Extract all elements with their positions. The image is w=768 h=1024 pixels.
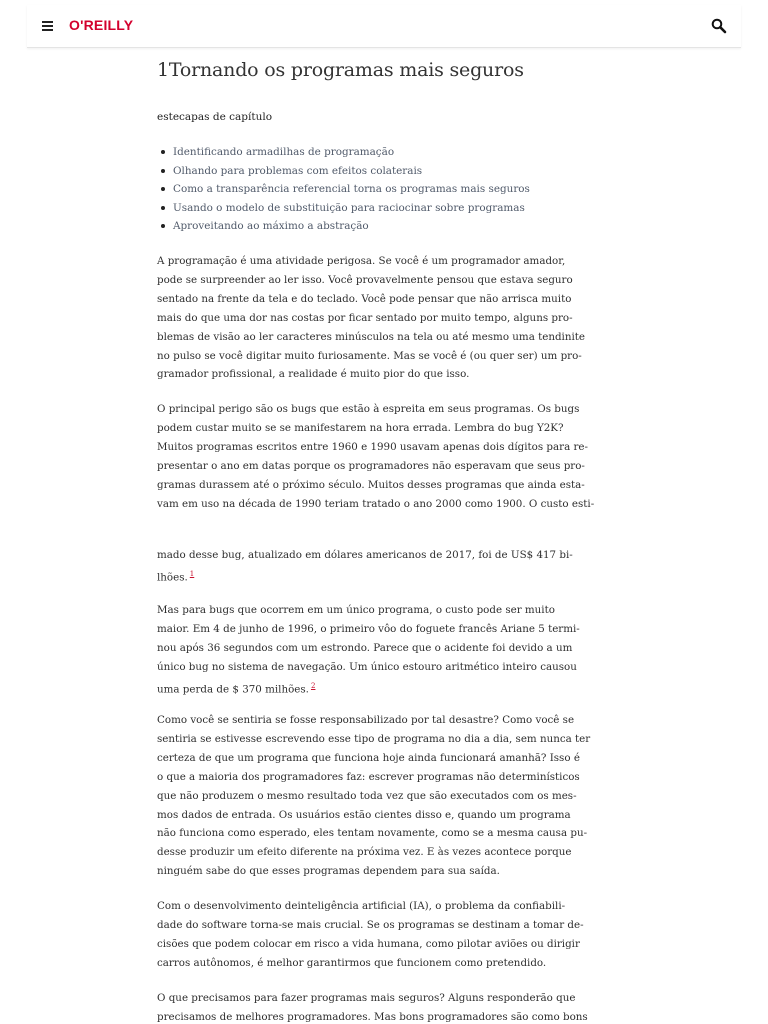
text-line: o que a maioria dos programadores faz: escrever programas não determinísticos [157,770,580,783]
highlight-item[interactable]: Olhando para problemas com efeitos colaterais [157,162,530,181]
chapter-highlights-label: estecapas de capítulo [157,111,273,123]
chapter-title: 1Tornando os programas mais seguros [157,59,524,81]
footnote-link[interactable]: 1 [189,569,195,578]
search-icon[interactable] [711,18,727,34]
text-line [157,565,582,587]
text-line: desse produzir um efeito diferente na próxima vez. E às vezes acontece porque [157,846,572,859]
text-line: gramas durassem até o próximo século. Muitos desses programas que ainda esta- [157,478,585,491]
text-line: sentado na frente da tela e do teclado. Você pode pensar que não arrisca muito [157,292,572,305]
text-line: mos dados de entrada. Os usuários estão cientes disso e, quando um programa [157,808,571,821]
text-line: único bug no sistema de navegação. Um único estouro aritmético inteiro causou [157,660,577,673]
text-line: sentiria se estivesse escrevendo esse tipo de programa no dia a dia, sem nunca ter [157,732,591,745]
highlight-item[interactable]: Usando o modelo de substituição para raciocinar sobre programas [157,199,530,218]
text-line: Como você se sentiria se fosse responsabilizado por tal desastre? Como você se [157,714,575,726]
footnote-link[interactable]: 2 [310,681,316,690]
text-line: Muitos programas escritos entre 1960 e 1990 usavam apenas dois dígitos para re- [157,440,588,453]
text-line: gramador profissional, a realidade é muito pior do que isso. [157,368,470,381]
highlight-item[interactable]: Identificando armadilhas de programação [157,143,530,162]
text-line: não funciona como esperado, eles tentam novamente, como se a mesma causa pu- [157,827,588,840]
text-line-content: lhões. [157,571,188,584]
text-line: mado desse bug, atualizado em dólares americanos de 2017, foi de US$ 417 bi- [157,549,573,561]
text-line: presentar o ano em datas porque os programadores não esperavam que seus pro- [157,459,585,472]
text-line: no pulso se você digitar muito furiosamente. Mas se você é (ou quer ser) um pro- [157,349,582,362]
body-paragraph [157,400,595,513]
body-paragraph [157,252,586,384]
text-line: dade do software torna-se mais crucial. Se os programas se destinam a tomar de- [157,918,584,931]
top-navigation-bar [27,5,741,48]
hamburger-menu-icon[interactable] [42,21,53,31]
text-line: nou após 36 segundos com um estrondo. Parece que o acidente foi devido a um [157,641,573,654]
text-line: Com o desenvolvimento deinteligência artificial (IA), o problema da confiabili- [157,900,566,912]
text-line: podem custar muito se se manifestarem na hora errada. Lembra do bug Y2K? [157,421,564,434]
text-line: A programação é uma atividade perigosa. Se você é um programador amador, [157,255,566,267]
chapter-content [157,56,595,1023]
text-line: O que precisamos para fazer programas mais seguros? Alguns responderão que [157,992,576,1004]
text-line: maior. Em 4 de junho de 1996, o primeiro vôo do foguete francês Ariane 5 termi- [157,622,580,635]
text-line: certeza de que um programa que funciona hoje ainda funcionará amanhã? Isso é [157,751,580,764]
highlight-item[interactable]: Aproveitando ao máximo a abstração [157,217,530,236]
text-line: que não produzem o mesmo resultado toda vez que são executados com os mes- [157,789,577,802]
text-line-content: uma perda de $ 370 milhões. [157,683,309,696]
text-line: O principal perigo são os bugs que estão à espreita em seus programas. Os bugs [157,403,580,415]
text-line: precisamos de melhores programadores. Mas bons programadores são como bons [157,1010,588,1023]
text-line: blemas de visão ao ler caracteres minúsculos na tela ou até mesmo uma tendinite [157,330,586,343]
body-paragraph [157,711,591,881]
text-line: Mas para bugs que ocorrem em um único programa, o custo pode ser muito [157,604,555,616]
text-line [157,677,582,699]
text-line: vam em uso na década de 1990 teriam tratado o ano 2000 como 1900. O custo esti- [157,497,595,510]
chapter-highlights-list [157,143,530,236]
highlight-item[interactable]: Como a transparência referencial torna os programas mais seguros [157,180,530,199]
body-paragraph [157,897,582,973]
body-paragraph [157,546,582,587]
body-paragraph [157,601,582,699]
oreilly-logo[interactable]: O'REILLY [69,17,134,33]
text-line: mais do que uma dor nas costas por ficar sentado por muito tempo, alguns pro- [157,311,573,324]
text-line: pode se surpreender ao ler isso. Você provavelmente pensou que estava seguro [157,273,573,286]
text-line: carros autônomos, é melhor garantirmos que funcionem como pretendido. [157,956,547,969]
text-line: ninguém sabe do que esses programas dependem para sua saída. [157,865,500,878]
text-line: cisões que podem colocar em risco a vida humana, como pilotar aviões ou dirigir [157,937,580,950]
body-paragraph [157,989,588,1024]
